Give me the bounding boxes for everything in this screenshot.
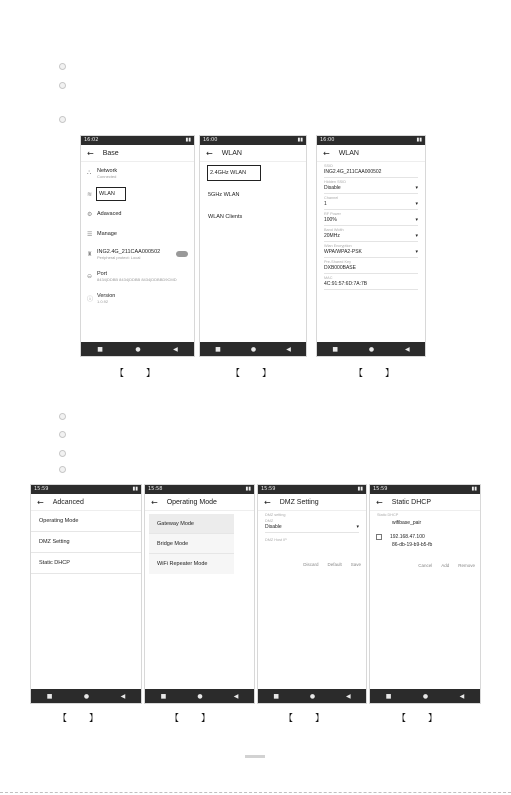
status-bar bbox=[370, 485, 480, 494]
app-bar bbox=[81, 145, 194, 162]
nav-bar bbox=[81, 342, 194, 356]
field-dmz-host-ip[interactable] bbox=[258, 536, 366, 542]
home-icon[interactable]: ● bbox=[135, 345, 141, 353]
status-bar bbox=[258, 485, 366, 494]
item-label: Operating Mode bbox=[39, 518, 79, 524]
phone-wlan-detail-screen bbox=[316, 135, 426, 357]
status-bar bbox=[145, 485, 254, 494]
field-ssid[interactable] bbox=[317, 162, 425, 178]
wifi-icon: ≋ bbox=[87, 190, 93, 198]
gear-icon: ⚙ bbox=[87, 210, 93, 218]
phone-operating-mode-screen bbox=[144, 484, 255, 704]
phone-advanced-screen bbox=[30, 484, 142, 704]
field-label: Wlan Encryption bbox=[324, 244, 352, 248]
cancel-button[interactable]: Cancel bbox=[418, 563, 433, 568]
bullet-7 bbox=[59, 466, 66, 473]
save-button[interactable]: Save bbox=[350, 562, 361, 567]
list-item-static-dhcp[interactable] bbox=[31, 553, 141, 574]
status-bar bbox=[200, 136, 306, 145]
figure-caption: 【 】 bbox=[354, 369, 395, 379]
list-item-5ghz[interactable] bbox=[200, 184, 306, 206]
page-title: Adcanced bbox=[52, 498, 84, 506]
field-label: Pre-Shared Key bbox=[324, 260, 352, 264]
page-title: Operating Mode bbox=[166, 498, 217, 506]
figure-caption: 【 】 bbox=[58, 714, 99, 724]
bullet-2 bbox=[59, 82, 66, 89]
battery-icon: ▮▮ bbox=[297, 137, 303, 143]
nav-back-icon[interactable]: ◀ bbox=[120, 692, 126, 700]
app-bar bbox=[200, 145, 306, 162]
recent-apps-icon[interactable]: ■ bbox=[46, 692, 53, 700]
list-item-clients[interactable] bbox=[200, 206, 306, 228]
item-label: WiFi Repeater Mode bbox=[157, 561, 208, 567]
dhcp-actions bbox=[370, 563, 480, 568]
status-bar bbox=[81, 136, 194, 145]
page-bottom-rule bbox=[0, 792, 511, 793]
home-icon[interactable]: ● bbox=[250, 345, 257, 353]
item-label: Manage bbox=[97, 231, 117, 237]
field-mac bbox=[317, 274, 425, 290]
recent-apps-icon[interactable]: ■ bbox=[273, 692, 280, 700]
list-item-bridge-mode[interactable] bbox=[149, 534, 234, 554]
bullet-4 bbox=[59, 413, 66, 420]
field-label: Hidden SSID bbox=[324, 180, 346, 184]
list-item-24ghz[interactable] bbox=[200, 162, 306, 184]
dmz-actions bbox=[258, 562, 366, 567]
field-value: 20MHz bbox=[324, 233, 340, 239]
toggle-switch[interactable] bbox=[176, 251, 188, 257]
back-arrow-icon[interactable]: ← bbox=[37, 497, 44, 507]
item-sub: Connected bbox=[97, 173, 117, 179]
app-bar bbox=[31, 494, 141, 511]
field-label: RF Power bbox=[324, 212, 341, 216]
dropdown-icon: ▾ bbox=[415, 185, 418, 191]
field-value: 100% bbox=[324, 217, 337, 223]
dropdown-icon: ▾ bbox=[415, 233, 418, 239]
menu-icon: ☰ bbox=[87, 230, 93, 238]
status-time: 16:00 bbox=[320, 137, 335, 143]
field-psk[interactable] bbox=[317, 258, 425, 274]
back-arrow-icon[interactable]: ← bbox=[376, 497, 383, 507]
field-channel[interactable] bbox=[317, 194, 425, 210]
field-value: WPA/WPA2-PSK bbox=[324, 249, 362, 255]
item-label: WLAN Clients bbox=[208, 214, 243, 220]
remove-button[interactable]: Remove bbox=[458, 563, 475, 568]
field-hidden-ssid[interactable] bbox=[317, 178, 425, 194]
add-button[interactable]: Add bbox=[441, 563, 450, 568]
nav-back-icon[interactable]: ◀ bbox=[233, 692, 239, 700]
item-sub: 8434|DDBB 8434|DDBB 8434|DDBBD9CMD bbox=[97, 276, 177, 282]
field-value: Disable bbox=[324, 185, 341, 191]
bullet-6 bbox=[59, 450, 66, 457]
list-item-operating-mode[interactable] bbox=[31, 511, 141, 532]
device-icon: ♜ bbox=[87, 250, 93, 258]
list-item-manage[interactable] bbox=[81, 224, 194, 244]
info-icon: ⓘ bbox=[87, 295, 94, 303]
recent-apps-icon[interactable]: ■ bbox=[160, 692, 167, 700]
back-arrow-icon[interactable]: ← bbox=[206, 148, 213, 158]
field-value: DXB000BASE bbox=[324, 265, 356, 271]
item-label: Bridge Mode bbox=[157, 540, 189, 547]
figure-caption: 【 】 bbox=[284, 714, 325, 724]
item-label: Network bbox=[97, 167, 118, 174]
entry-ip: 192.168.47.100 bbox=[390, 533, 425, 540]
battery-icon: ▮▮ bbox=[471, 486, 477, 492]
dropdown-icon: ▾ bbox=[415, 201, 418, 207]
item-sub: 1.0.92 bbox=[97, 298, 109, 304]
field-rf-power[interactable] bbox=[317, 210, 425, 226]
battery-icon: ▮▮ bbox=[185, 137, 191, 143]
item-label: 2.4GHz WLAN bbox=[208, 166, 260, 180]
list-item-network[interactable] bbox=[81, 162, 194, 184]
item-label: Adavaced bbox=[97, 211, 122, 217]
field-value: 1 bbox=[324, 201, 327, 207]
discard-button[interactable]: Discard bbox=[303, 562, 319, 567]
field-label: MAC bbox=[324, 276, 333, 280]
app-bar bbox=[370, 494, 480, 511]
page-title: Static DHCP bbox=[391, 498, 431, 506]
figure-caption: 【 】 bbox=[170, 714, 211, 724]
dropdown-icon: ▾ bbox=[356, 524, 359, 530]
network-icon: ⛬ bbox=[87, 169, 92, 176]
battery-icon: ▮▮ bbox=[132, 486, 138, 492]
item-label: ING2.4G_211CAA000502 bbox=[97, 248, 161, 255]
status-time: 15:59 bbox=[373, 486, 388, 492]
phone-dmz-screen bbox=[257, 484, 367, 704]
back-arrow-icon[interactable]: ← bbox=[264, 497, 271, 507]
page-title: DMZ Setting bbox=[279, 498, 319, 506]
status-bar bbox=[31, 485, 141, 494]
item-label: DMZ Setting bbox=[39, 539, 70, 545]
page-title: WLAN bbox=[338, 149, 359, 157]
list-item-advanced[interactable] bbox=[81, 204, 194, 224]
page-title: Base bbox=[102, 149, 119, 157]
home-icon[interactable]: ● bbox=[422, 692, 429, 700]
phone-wlan-screen bbox=[199, 135, 307, 357]
field-label: Band Width bbox=[324, 228, 344, 232]
back-arrow-icon[interactable]: ← bbox=[151, 497, 158, 507]
status-time: 15:59 bbox=[261, 486, 276, 492]
back-arrow-icon[interactable]: ← bbox=[323, 148, 330, 158]
status-time: 16:00 bbox=[203, 137, 218, 143]
phone-static-dhcp-screen bbox=[369, 484, 481, 704]
back-arrow-icon[interactable]: ← bbox=[87, 148, 94, 158]
recent-apps-icon[interactable]: ■ bbox=[332, 345, 339, 353]
section-label: DMZ setting bbox=[265, 513, 286, 517]
home-icon[interactable]: ● bbox=[83, 692, 90, 700]
field-band-width[interactable] bbox=[317, 226, 425, 242]
item-sub: Peripheral protect: Local bbox=[97, 254, 141, 260]
entry-checkbox[interactable] bbox=[376, 534, 382, 540]
field-label: Channel bbox=[324, 196, 339, 200]
nav-bar bbox=[31, 689, 141, 703]
bullet-5 bbox=[59, 431, 66, 438]
entry-mac: 86-db-19-b9-b5-fb bbox=[392, 542, 433, 548]
nav-bar bbox=[370, 689, 480, 703]
figure-caption: 【 】 bbox=[115, 369, 156, 379]
list-item-port[interactable] bbox=[81, 264, 194, 288]
item-label: Port bbox=[97, 270, 108, 277]
field-encryption[interactable] bbox=[317, 242, 425, 258]
recent-apps-icon[interactable]: ■ bbox=[215, 345, 221, 353]
recent-apps-icon[interactable]: ■ bbox=[385, 692, 392, 700]
nav-bar bbox=[317, 342, 425, 356]
home-icon[interactable]: ● bbox=[197, 692, 203, 700]
field-value: 4C:91:57:6D:7A:7B bbox=[324, 281, 368, 287]
status-time: 16:02 bbox=[84, 137, 99, 143]
field-dmz[interactable] bbox=[258, 517, 366, 533]
entry-name: wifibase_pair bbox=[392, 520, 422, 526]
bullet-1 bbox=[59, 63, 66, 70]
nav-back-icon[interactable]: ◀ bbox=[173, 345, 178, 353]
field-label: SSID bbox=[324, 164, 333, 168]
list-item-version[interactable] bbox=[81, 288, 194, 308]
nav-bar bbox=[200, 342, 306, 356]
app-bar bbox=[317, 145, 425, 162]
list-item-dmz[interactable] bbox=[31, 532, 141, 553]
phone-base-screen bbox=[80, 135, 195, 357]
page-number-mark bbox=[245, 755, 265, 758]
bullet-3 bbox=[59, 116, 66, 123]
nav-back-icon[interactable]: ◀ bbox=[404, 345, 410, 353]
battery-icon: ▮▮ bbox=[245, 486, 251, 492]
item-label: 5GHz WLAN bbox=[208, 192, 240, 198]
nav-bar bbox=[258, 689, 366, 703]
status-time: 15:59 bbox=[34, 486, 49, 492]
item-label: Static DHCP bbox=[39, 560, 70, 566]
list-item-repeater-mode[interactable] bbox=[149, 554, 234, 574]
dropdown-icon: ▾ bbox=[415, 217, 418, 223]
recent-apps-icon[interactable]: ■ bbox=[97, 345, 103, 353]
figure-caption: 【 】 bbox=[397, 714, 438, 724]
nav-back-icon[interactable]: ◀ bbox=[459, 692, 465, 700]
page-title: WLAN bbox=[221, 149, 242, 157]
app-bar bbox=[145, 494, 254, 511]
nav-back-icon[interactable]: ◀ bbox=[286, 345, 291, 353]
item-label: Version bbox=[97, 292, 116, 299]
figure-caption: 【 】 bbox=[231, 369, 272, 379]
field-label: DMZ bbox=[265, 519, 274, 523]
item-label: WLAN bbox=[97, 188, 125, 200]
dhcp-entry bbox=[370, 517, 480, 553]
list-item-gateway-mode[interactable] bbox=[149, 514, 234, 534]
battery-icon: ▮▮ bbox=[357, 486, 363, 492]
home-icon[interactable]: ● bbox=[309, 692, 316, 700]
nav-bar bbox=[145, 689, 254, 703]
field-value: ING2.4G_211CAA000502 bbox=[324, 169, 382, 175]
field-label: DMZ Host IP bbox=[265, 538, 287, 542]
field-value: Disable bbox=[265, 524, 282, 530]
status-time: 15:58 bbox=[148, 486, 163, 492]
app-bar bbox=[258, 494, 366, 511]
dropdown-icon: ▾ bbox=[415, 249, 418, 255]
nav-back-icon[interactable]: ◀ bbox=[345, 692, 351, 700]
list-item-device[interactable] bbox=[81, 244, 194, 264]
default-button[interactable]: Default bbox=[327, 562, 342, 567]
list-item-wlan[interactable] bbox=[81, 184, 194, 204]
item-label: Gateway Mode bbox=[157, 520, 194, 527]
section-label: Static DHCP bbox=[377, 513, 399, 517]
status-bar bbox=[317, 136, 425, 145]
port-icon: ⊖ bbox=[87, 272, 93, 280]
home-icon[interactable]: ● bbox=[368, 345, 375, 353]
battery-icon: ▮▮ bbox=[416, 137, 422, 143]
